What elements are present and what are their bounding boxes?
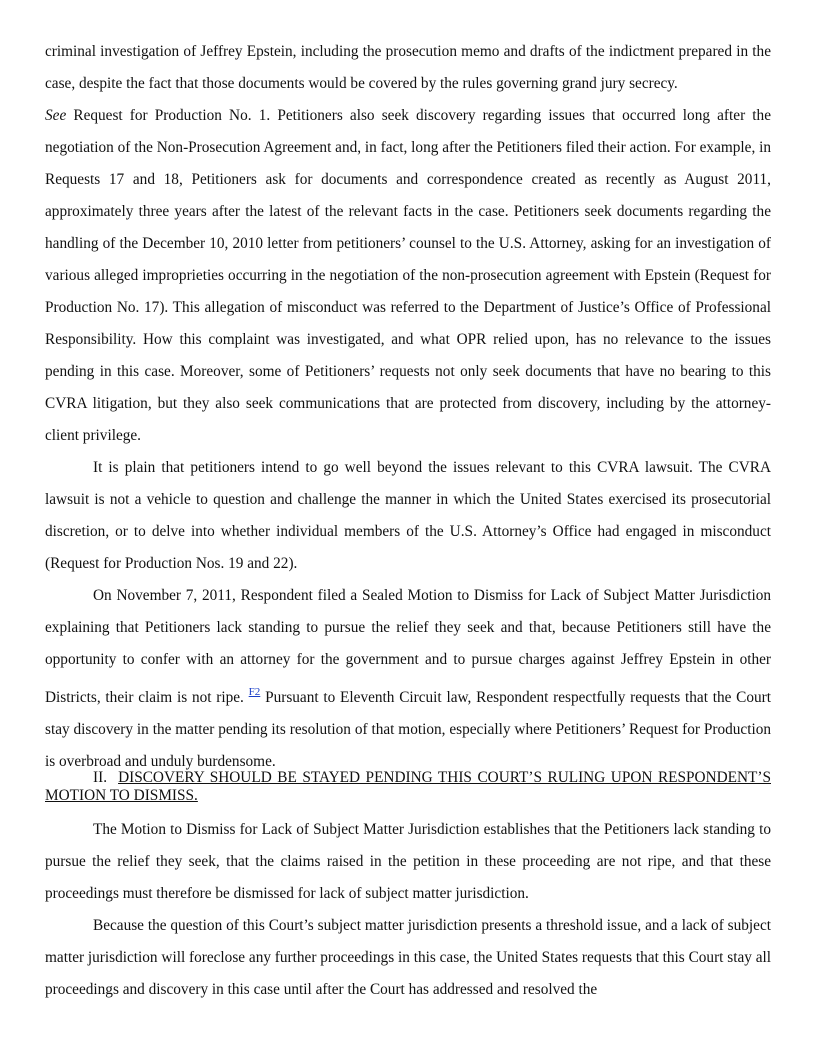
paragraph-cvra-scope: It is plain that petitioners intend to go well beyond the issues relevant to this CVRA lawsuit. The CVRA lawsuit is not a vehicle to question and challenge the manner in which the United States exercised its prosecutorial discretion, or to delve into whether individual members of the U.S. Attorney’s Office had engaged in misconduct (Request for Production Nos. 19 and 22).	[45, 459, 771, 572]
paragraph-text: Pursuant to Eleventh Circuit law, Respondent respectfully requests that the Court stay discovery in the matter pending its resolution of that motion, especially where Petitioners’ Request for Production is overbroad and unduly burdensome.	[45, 689, 772, 770]
document-page	[45, 36, 771, 1006]
see-signal: See	[45, 107, 67, 124]
section-number: II.	[93, 769, 108, 786]
paragraph-text: Request for Production No. 1. Petitioners also seek discovery regarding issues that occurred long after the negotiation of the Non-Prosecution Agreement and, in fact, long after the Petitioners filed their action. For example, in Requests 17 and 18, Petitioners ask for documents and correspondence created as recently as August 2011, approximately three years after the latest of the relevant facts in the case. Petitioners seek documents regarding the handling of the December 10, 2010 letter from petitioners’ counsel to the U.S. Attorney, asking for an investigation of various alleged improprieties occurring in the negotiation of the non-prosecution agreement with Epstein (Request for Production No. 17). This allegation of misconduct was referred to the Department of Justice’s Office of Professional Responsibility. How this complaint was investigated, and what OPR relied upon, has no relevance to the issues pending in this case. Moreover, some of Petitioners’ requests not only seek documents that have no bearing to this CVRA litigation, but they also seek communications that are protected from discovery, including by the attorney-client privilege.	[45, 107, 771, 444]
paragraph-stay-request: Because the question of this Court’s subject matter jurisdiction presents a threshold issue, and a lack of subject matter jurisdiction will foreclose any further proceedings in this case, the United States requests that this Court stay all proceedings and discovery in this case until after the Court has addressed and resolved the	[45, 917, 771, 998]
paragraph-text: criminal investigation of Jeffrey Epstein, including the prosecution memo and drafts of the indictment prepared in the case, despite the fact that those documents would be covered by the rules governing grand jury secrecy.	[45, 43, 771, 92]
footnote-link[interactable]: F2	[248, 686, 261, 698]
paragraph-continuation	[45, 36, 771, 452]
paragraph-text: On November 7, 2011, Respondent filed a Sealed Motion to Dismiss for Lack of Subject Matter Jurisdiction explaining that Petitioners lack standing to pursue the relief they seek and that, because Petitioners still have the opportunity to confer with an attorney for the government and to pursue charges against Jeffrey Epstein in other Districts, their claim is not ripe.	[45, 587, 771, 706]
paragraph-jurisdiction: The Motion to Dismiss for Lack of Subject Matter Jurisdiction establishes that the Petitioners lack standing to pursue the relief they seek, that the claims raised in the petition in these proceeding are not ripe, and that these proceedings must therefore be dismissed for lack of subject matter jurisdiction.	[45, 821, 771, 902]
section-heading	[45, 769, 771, 805]
paragraph-motion-to-dismiss	[45, 580, 771, 778]
section-title: DISCOVERY SHOULD BE STAYED PENDING THIS COURT’S RULING UPON RESPONDENT’S MOTION TO DISMISS.	[45, 769, 771, 804]
